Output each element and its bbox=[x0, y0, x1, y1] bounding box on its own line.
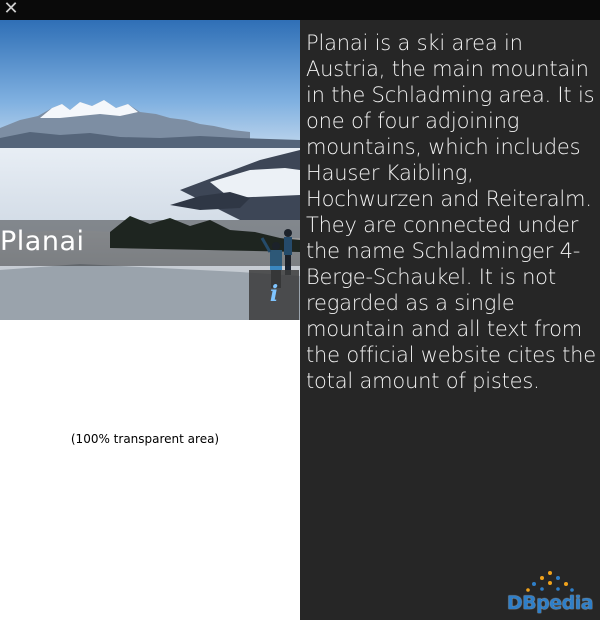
title-bar bbox=[0, 0, 600, 20]
transparent-area-label: (100% transparent area) bbox=[70, 432, 220, 446]
close-icon[interactable]: ✕ bbox=[3, 0, 19, 19]
description-text: Planai is a ski area in Austria, the main mountain in the Schladming area. It is one of four adjoining mountains, which includes Hauser Kaibling, Hochwurzen and Reiteralm. They are connected under the name Schladminger 4-Berge-Schaukel. It is not regarded as a single mountain and all text from the official website cites the total amount of pistes. bbox=[306, 31, 597, 393]
page-title: Planai bbox=[0, 226, 85, 257]
info-icon[interactable]: i bbox=[249, 270, 299, 320]
description-panel bbox=[300, 20, 600, 620]
dbpedia-logo[interactable] bbox=[506, 570, 594, 618]
dbpedia-logo-text: DBpedia bbox=[506, 592, 594, 614]
